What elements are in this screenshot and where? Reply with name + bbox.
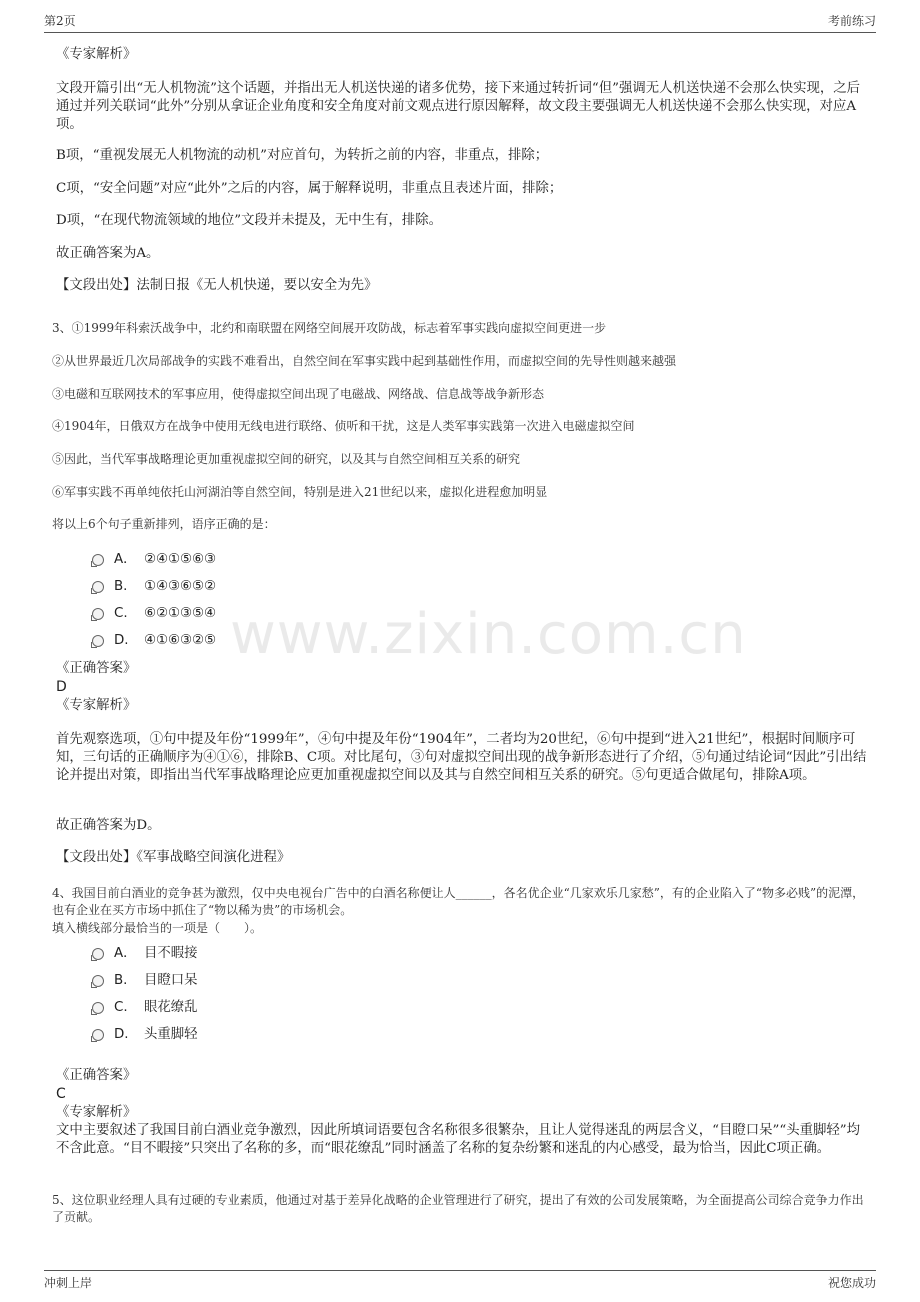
- q3-conclusion: 故正确答案为D。: [56, 818, 161, 833]
- footer-left: 冲刺上岸: [44, 1276, 93, 1290]
- q3-sentence-2: ②从世界最近几次局部战争的实践不难看出，自然空间在军事实践中起到基础性作用，而虚拟空间的先导性则越来越强: [52, 354, 677, 368]
- radio-button-icon[interactable]: [92, 1029, 104, 1041]
- q3-prompt: 将以上6个句子重新排列，语序正确的是：: [52, 517, 276, 531]
- q3-answer-label: 《正确答案》: [56, 661, 137, 676]
- q3-analysis: 首先观察选项，①句中提及年份“1999年”，④句中提及年份“1904年”，二者均为20世纪，⑥句中提到“进入21世纪”，根据时间顺序可知，三句话的正确顺序为④①⑥，排除B、C项。对比尾句，③句对虚拟空间出现的战争新形态进行了介绍，⑤句通过结论词“因此”引出结论并提出对策，即指出当代军事战略理论应更加重视虚拟空间以及其与自然空间相互关系的研究。⑤句更适合做尾句，排除A项。: [56, 732, 867, 783]
- q4-stem: 4、我国目前白酒业的竞争甚为激烈，仅中央电视台广告中的白酒名称便让人______，各名优企业“几家欢乐几家愁”，有的企业陷入了“物多必贱”的泥潭，也有企业在买方市场中抓住了“物以稀为贵”的市场机会。: [52, 886, 865, 917]
- page-footer: [44, 1270, 876, 1293]
- q3-sentence-1: 3、①1999年科索沃战争中，北约和南联盟在网络空间展开攻防战，标志着军事实践向虚拟空间更进一步: [52, 321, 607, 335]
- q3-sentence-4: ④1904年，日俄双方在战争中使用无线电进行联络、侦听和干扰，这是人类军事实践第一次进入电磁虚拟空间: [52, 419, 635, 433]
- page-number: 第2页: [44, 14, 76, 28]
- q3-sentence-6: ⑥军事实践不再单纯依托山河湖泊等自然空间，特别是进入21世纪以来，虚拟化进程愈加明显: [52, 485, 548, 499]
- radio-button-icon[interactable]: [92, 635, 104, 647]
- q3-analysis-label: 《专家解析》: [56, 698, 137, 713]
- q4-answer-label: 《正确答案》: [56, 1068, 137, 1083]
- radio-button-icon[interactable]: [92, 1002, 104, 1014]
- footer-right: 祝您成功: [827, 1276, 876, 1290]
- q3-sentence-3: ③电磁和互联网技术的军事应用，使得虚拟空间出现了电磁战、网络战、信息战等战争新形态: [52, 387, 545, 401]
- q4-analysis: 文中主要叙述了我国目前白酒业竞争激烈，因此所填词语要包含名称很多很繁杂，且让人觉得迷乱的两层含义，“目瞪口呆”“头重脚轻”均不含此意。“目不暇接”只突出了名称的多，而“眼花缭乱”同时涵盖了名称的复杂纷繁和迷乱的内心感受，最为恰当，因此C项正确。: [56, 1123, 861, 1156]
- q2-option-b-note: B项，“重视发展无人机物流的动机”对应首句，为转折之前的内容，非重点，排除；: [56, 148, 549, 163]
- q4-analysis-label: 《专家解析》: [56, 1105, 137, 1120]
- radio-button-icon[interactable]: [92, 608, 104, 620]
- q3-source: 【文段出处】《军事战略空间演化进程》: [56, 850, 291, 865]
- q2-option-d-note: D项，“在现代物流领域的地位”文段并未提及，无中生有，排除。: [56, 213, 442, 228]
- watermark: www.zixin.com.cn: [230, 602, 747, 667]
- q3-sentence-5: ⑤因此，当代军事战略理论更加重视虚拟空间的研究，以及其与自然空间相互关系的研究: [52, 452, 521, 466]
- q4-prompt: 填入横线部分最恰当的一项是（ ）。: [52, 921, 263, 935]
- page-header: [44, 12, 876, 33]
- header-title: 考前练习: [827, 14, 876, 28]
- q2-source: 【文段出处】法制日报《无人机快递，要以安全为先》: [56, 278, 378, 293]
- q2-analysis-label: 《专家解析》: [56, 47, 137, 62]
- q5-stem: 5、这位职业经理人具有过硬的专业素质，他通过对基于差异化战略的企业管理进行了研究，提出了有效的公司发展策略，为全面提高公司综合竞争力作出了贡献。: [52, 1193, 864, 1224]
- q3-answer: D: [56, 679, 67, 695]
- radio-button-icon[interactable]: [92, 975, 104, 987]
- radio-button-icon[interactable]: [92, 554, 104, 566]
- radio-button-icon[interactable]: [92, 948, 104, 960]
- radio-button-icon[interactable]: [92, 581, 104, 593]
- q4-answer: C: [56, 1086, 66, 1102]
- q2-option-c-note: C项，“安全问题”对应“此外”之后的内容，属于解释说明，非重点且表述片面，排除；: [56, 181, 563, 196]
- q2-conclusion: 故正确答案为A。: [56, 246, 160, 261]
- q2-analysis: 文段开篇引出“无人机物流”这个话题，并指出无人机送快递的诸多优势，接下来通过转折词“但”强调无人机送快递不会那么快实现，之后通过并列关联词“此外”分别从拿证企业角度和安全角度对前文观点进行原因解释，故文段主要强调无人机送快递不会那么快实现，对应A项。: [56, 81, 861, 132]
